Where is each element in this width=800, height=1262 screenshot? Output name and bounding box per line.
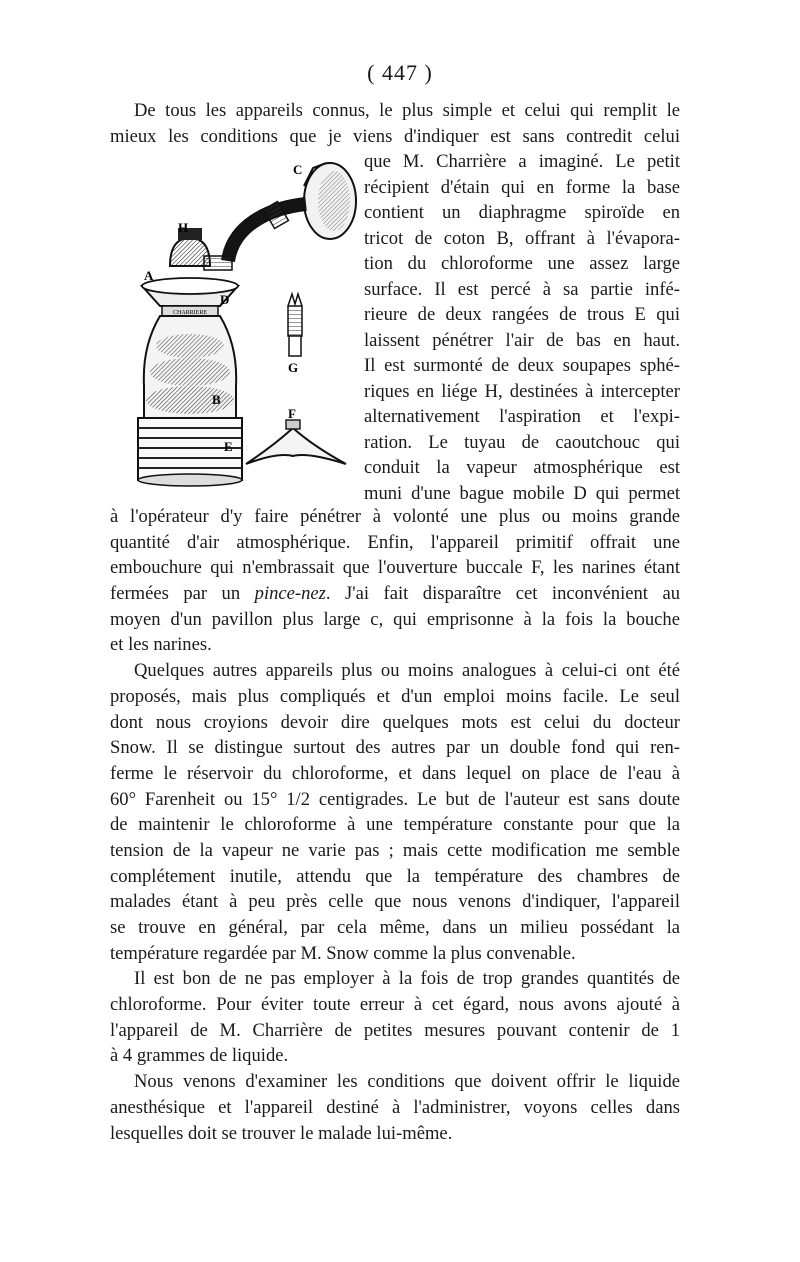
- text-line: de maintenir le chloroforme à une température constante pour que la: [110, 814, 680, 836]
- figure-label-h: H: [178, 220, 189, 235]
- wrapped-paragraph: [364, 149, 680, 506]
- text-line: laissent pénétrer l'air de bas en haut.: [364, 329, 680, 351]
- text-line: Nous venons d'examiner les conditions que doivent offrir le liquide: [134, 1071, 680, 1093]
- text-line: malades étant à peu près celle que nous venons d'indiquer, l'appareil: [110, 891, 680, 913]
- figure-label-c: C: [293, 162, 303, 177]
- mouthpiece-pavilion: [304, 163, 356, 239]
- figure-label-e: E: [224, 439, 233, 454]
- text-line: l'appareil de M. Charrière de petites mesures pouvant contenir de 1: [110, 1019, 680, 1041]
- page-number: ( 447 ): [367, 60, 433, 85]
- text-line: muni d'une bague mobile D qui permet: [364, 482, 680, 504]
- mouthpiece-f: [246, 420, 346, 464]
- text-line: surface. Il est percé à sa partie infé-: [364, 278, 680, 300]
- text-line: mieux les conditions que je viens d'indiquer est sans contredit celui: [110, 125, 680, 147]
- text-line: chloroforme. Pour éviter toute erreur à cet égard, nous avons ajouté à: [110, 994, 680, 1016]
- text-line: moyen d'un pavillon plus large c, qui emprisonne à la fois la bouche: [110, 608, 680, 630]
- small-valve-part: [288, 294, 302, 356]
- text-line: ration. Le tuyau de caoutchouc qui: [364, 431, 680, 453]
- text-line: se trouve en général, par cela même, dans un milieu possédant la: [110, 917, 680, 938]
- text-line: Quelques autres appareils plus ou moins analogues à celui-ci ont été: [134, 660, 680, 682]
- text-line: complétement inutile, attendu que la température des chambres de: [110, 865, 680, 887]
- text-line: alternativement l'aspiration et l'expi-: [364, 406, 680, 427]
- text-line: lesquelles doit se trouver le malade lui-même.: [110, 1122, 453, 1144]
- text-line: tion du chloroforme une assez large: [364, 253, 680, 274]
- text-line: riques en liége H, destinées à intercepter: [364, 380, 680, 402]
- reservoir-body: [144, 316, 236, 418]
- text-line: à 4 grammes de liquide.: [110, 1045, 289, 1067]
- text-line: température regardée par M. Snow comme la plus convenable.: [110, 942, 576, 964]
- text-line: proposés, mais plus compliqués et d'un emploi moins facile. Le seul: [110, 685, 680, 707]
- text-line: Il est surmonté de deux soupapes sphé-: [364, 355, 680, 376]
- text-line: conduit la vapeur atmosphérique est: [364, 457, 680, 478]
- figure-label-f: F: [288, 406, 296, 421]
- top-paragraph: [110, 98, 680, 149]
- figure-label-d: D: [220, 292, 230, 307]
- text-line: et les narines.: [110, 634, 212, 656]
- text-line: tension de la vapeur ne varie pas ; mais cette modification me semble: [110, 839, 680, 861]
- rubber-tube: [228, 201, 306, 261]
- text-line: fermées par un pince-nez. J'ai fait disparaître cet inconvénient au: [110, 583, 680, 605]
- text-line: Il est bon de ne pas employer à la fois de trop grandes quantités de: [134, 968, 680, 990]
- text-line: à l'opérateur d'y faire pénétrer à volonté une plus ou moins grande: [110, 506, 680, 527]
- text-line: rieure de deux rangées de trous E qui: [364, 304, 680, 325]
- inhaler-engraving: [108, 146, 358, 501]
- text-line: ferme le réservoir du chloroforme, et dans lequel on place de l'eau à: [110, 762, 680, 784]
- text-line: récipient d'étain qui en forme la base: [364, 176, 680, 198]
- text-line: tricot de coton B, offrant à l'évapora-: [364, 227, 680, 249]
- text-line: anesthésique et l'appareil destiné à l'administrer, voyons celles dans: [110, 1096, 680, 1118]
- engraved-text: CHARRIERE: [172, 310, 208, 316]
- body-text: [110, 504, 680, 1146]
- text-line: quantité d'air atmosphérique. Enfin, l'appareil primitif offrait une: [110, 531, 680, 553]
- inhaler-illustration: [108, 146, 358, 501]
- text-line: embouchure qui n'embrassait que l'ouverture buccale F, les narines étant: [110, 557, 680, 579]
- figure-label-b: B: [212, 392, 221, 407]
- text-line: De tous les appareils connus, le plus simple et celui qui remplit le: [134, 100, 680, 121]
- text-line: que M. Charrière a imaginé. Le petit: [364, 151, 680, 172]
- text-line: dont nous croyions devoir dire quelques mots est celui du docteur: [110, 711, 680, 733]
- text-line: contient un diaphragme spiroïde en: [364, 202, 680, 223]
- text-line: 60° Farenheit ou 15° 1/2 centigrades. Le but de l'auteur est sans doute: [110, 788, 680, 810]
- figure-label-a: A: [144, 268, 154, 283]
- text-line: Snow. Il se distingue surtout des autres par un double fond qui ren-: [110, 737, 680, 759]
- figure-label-g: G: [288, 360, 299, 375]
